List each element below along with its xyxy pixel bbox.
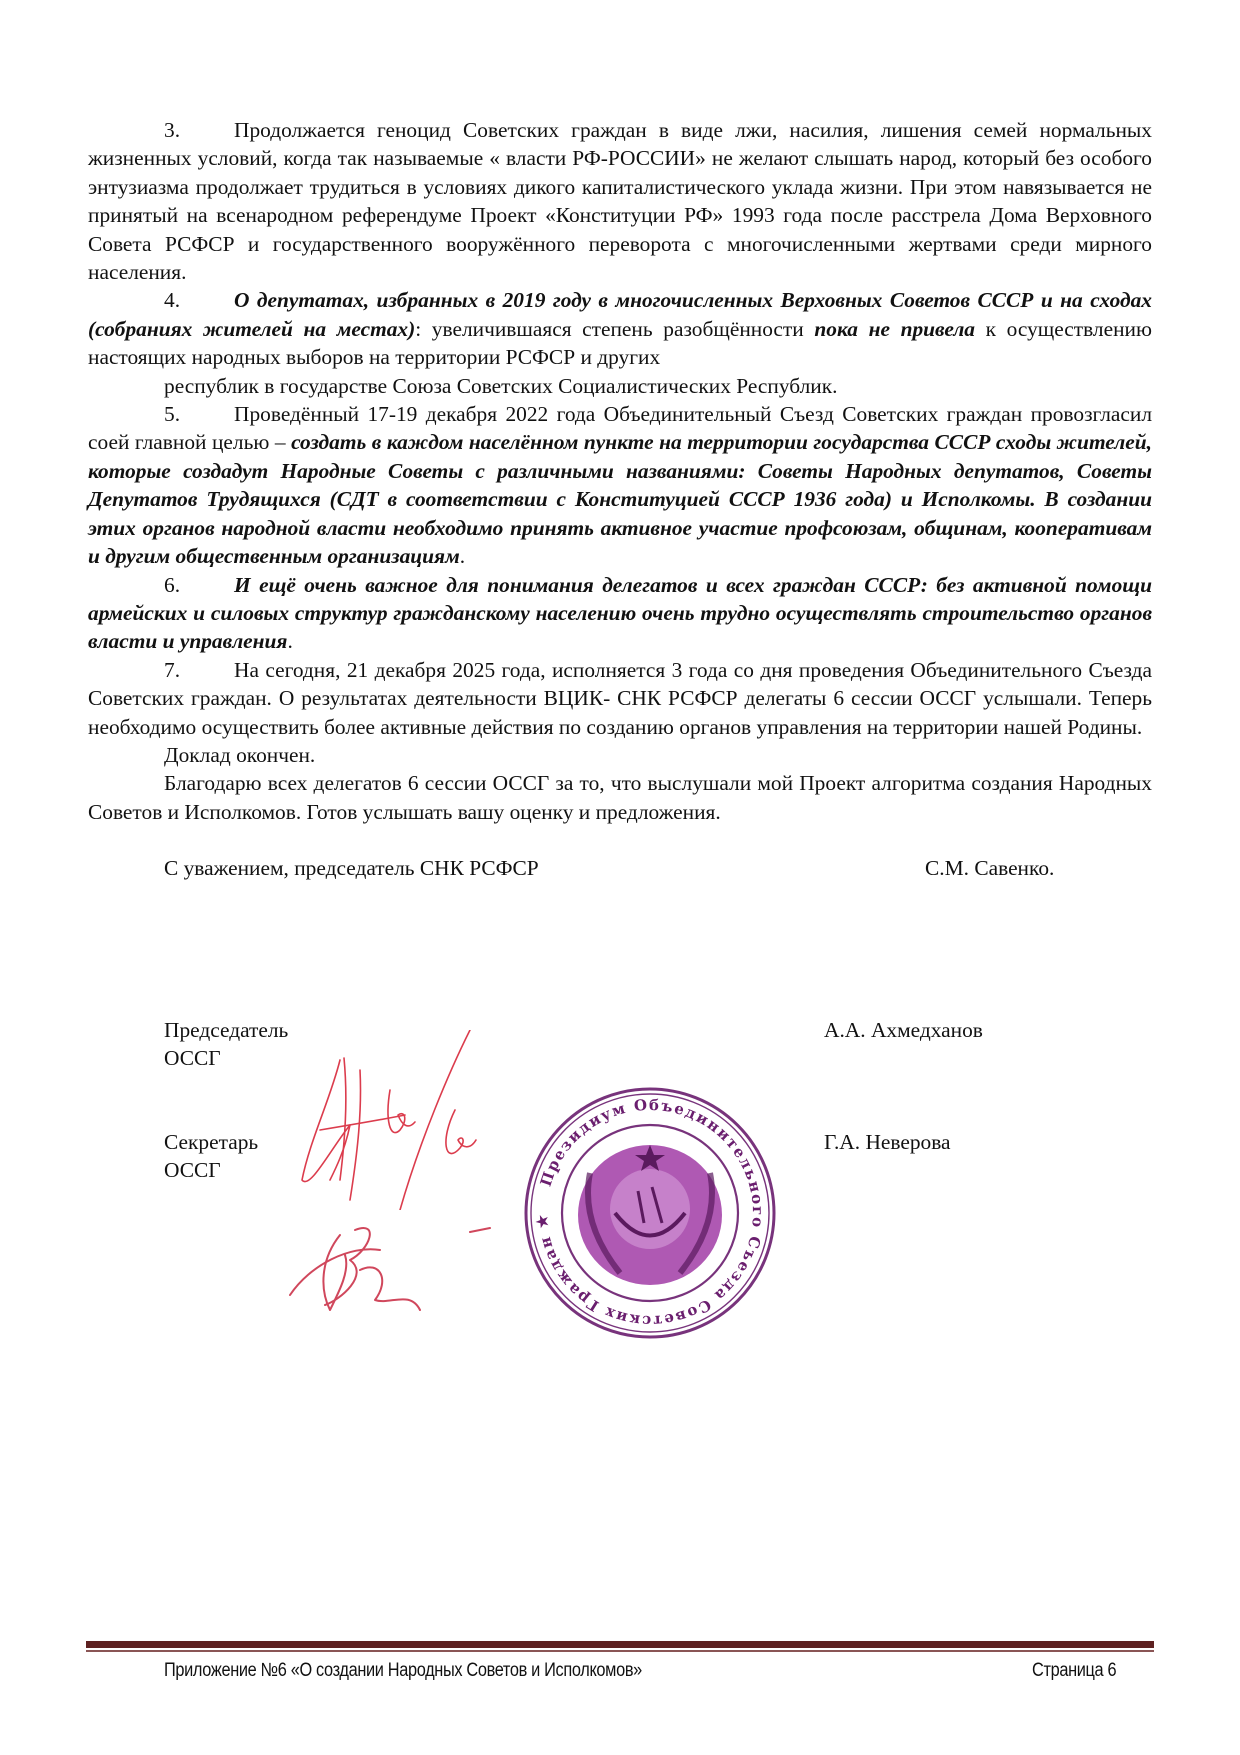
- title-line: Секретарь: [164, 1130, 259, 1154]
- closing-salutation: С уважением, председатель СНК РСФСР: [164, 856, 539, 881]
- item-number: 6.: [164, 572, 181, 597]
- signatory-chairman-name: А.А. Ахмедханов: [824, 1018, 983, 1042]
- item-4: [88, 286, 1152, 371]
- signatory-secretary-name: Г.А. Неверова: [824, 1130, 951, 1154]
- item-emphasis: И ещё очень важное для понимания делегатов и всех граждан СССР: без активной помощи армейских и силовых структур гражданскому населению очень трудно осуществлять строительство органов власти и управления: [88, 572, 1152, 654]
- item-3: [88, 116, 1152, 286]
- item-number: 7.: [164, 657, 181, 682]
- item-6: [88, 571, 1152, 656]
- stamp-text: Президиум Объединительного Съезда Советских Граждан ★: [532, 1095, 768, 1331]
- item-number: 3.: [164, 118, 181, 142]
- item-text: На сегодня, 21 декабря 2025 года, исполняется 3 года со дня проведения Объединительного Съезда Советских граждан. О результатах деятельности ВЦИК- СНК РСФСР делегаты 6 сессии ОССГ услышали. Теперь необходимо осуществить более активные действия по созданию органов управления на территории нашей Родины.: [88, 657, 1152, 739]
- secretary-signature: [270, 1220, 520, 1320]
- item-7: [88, 656, 1152, 741]
- title-line: ОССГ: [164, 1046, 221, 1071]
- item-number: 4.: [164, 288, 181, 313]
- item-emphasis: создать в каждом населённом пункте на территории государства СССР сходы жителей, которые создадут Народные Советы с различными названиями: Советы Народных депутатов, Советы Депутатов Трудящихся (СДТ в соответствии с Конституцией СССР 1936 года) и Исполкомы. В создании этих органов народной власти необходимо принять активное участие профсоюзам, общинам, кооперативам и другим общественным организациям: [88, 430, 1152, 569]
- footer-rule: [86, 1641, 1154, 1652]
- page-number: Страница 6: [1032, 1660, 1117, 1681]
- item-text: .: [287, 629, 293, 654]
- item-emphasis: пока не привела: [814, 316, 975, 341]
- item-5: [88, 400, 1152, 570]
- footer-title: Приложение №6 «О создании Народных Советов и Исполкомов»: [164, 1660, 642, 1681]
- report-end: Доклад окончен.: [164, 742, 316, 767]
- item-text: Проведённый 17-19 декабря 2022 года Объединительный Съезд Советских граждан провозгласил соей главной целью –: [88, 402, 1152, 455]
- emblem-icon: [578, 1145, 722, 1285]
- item-text: республик в государстве Союза Советских Социалистических Республик.: [164, 373, 838, 398]
- item-text: : увеличившаяся степень разобщённости: [415, 316, 815, 341]
- item-text: Продолжается геноцид Советских граждан в виде лжи, насилия, лишения семей нормальных жизненных условий, когда так называемые « власти РФ-РОССИИ» не желают слышать народ, который без особого энтузиазма продолжает трудиться в условиях дикого капиталистического уклада жизни. При этом навязывается не принятый на всенародном референдуме Проект «Конституции РФ» 1993 года после расстрела Дома Верховного Совета РСФСР и государственного вооружённого переворота с многочисленными жертвами среди мирного населения.: [88, 118, 1152, 285]
- closing-line: [88, 854, 1152, 882]
- title-line: Председатель: [164, 1018, 289, 1042]
- item-4-continuation: [88, 372, 1152, 400]
- official-stamp: [520, 1083, 780, 1343]
- closing-signer: С.М. Савенко.: [925, 856, 1055, 881]
- item-number: 5.: [164, 402, 181, 427]
- item-text: к осуществлению настоящих народных выборов на территории РСФСР и других: [88, 316, 1152, 370]
- item-text: .: [459, 544, 466, 569]
- thanks-paragraph: Благодарю всех делегатов 6 сессии ОССГ за то, что выслушали мой Проект алгоритма создания Народных Советов и Исполкомов. Готов услышать вашу оценку и предложения.: [88, 771, 1152, 824]
- document-body: [88, 116, 1152, 882]
- item-emphasis: О депутатах, избранных в 2019 году в многочисленных Верховных Советов СССР и на сходах (собраниях жителей на местах): [88, 288, 1152, 341]
- title-line: ОССГ: [164, 1158, 221, 1183]
- signatory-chairman-title: [164, 1016, 288, 1073]
- chairman-signature: [290, 1030, 510, 1210]
- signatory-secretary-title: [164, 1128, 258, 1185]
